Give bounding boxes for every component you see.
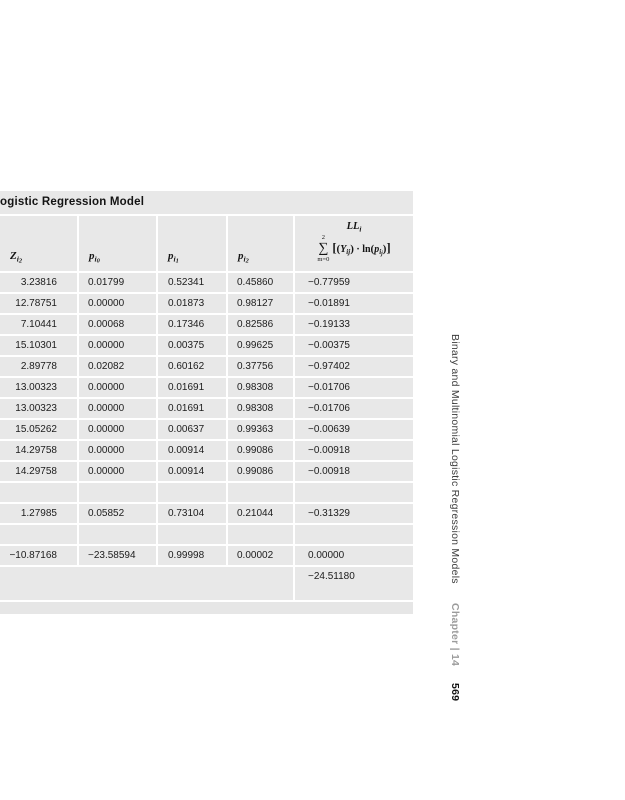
table-cell: 0.05852 bbox=[79, 504, 156, 523]
table-cell: 0.00068 bbox=[79, 315, 156, 334]
table-row bbox=[0, 336, 413, 355]
table-cell bbox=[158, 525, 226, 544]
table-row bbox=[0, 273, 413, 292]
table-row bbox=[0, 420, 413, 439]
table-cell: 0.82586 bbox=[228, 315, 293, 334]
table-cell: 14.29758 bbox=[0, 441, 77, 460]
table-cell: 0.99086 bbox=[228, 441, 293, 460]
total-log-likelihood-cell: −24.51180 bbox=[295, 567, 413, 600]
column-header-p0: $p_{i0}$ bbox=[79, 216, 156, 271]
table-cell: 0.00000 bbox=[79, 420, 156, 439]
table-cell: −0.77959 bbox=[295, 273, 413, 292]
table-header-row bbox=[0, 216, 413, 271]
column-header-ll bbox=[295, 216, 413, 271]
table-cell: −0.01891 bbox=[295, 294, 413, 313]
table-cell: 0.00000 bbox=[295, 546, 413, 565]
table-cell: −0.01706 bbox=[295, 399, 413, 418]
table-cell bbox=[295, 483, 413, 502]
table-cell: 0.01691 bbox=[158, 378, 226, 397]
table-rows bbox=[0, 273, 413, 614]
table-row bbox=[0, 546, 413, 565]
table-cell: −0.00639 bbox=[295, 420, 413, 439]
table-row bbox=[0, 462, 413, 481]
table-cell: 0.00000 bbox=[79, 294, 156, 313]
table-cell: −0.19133 bbox=[295, 315, 413, 334]
merged-empty-cell bbox=[0, 567, 293, 600]
table-cell: −0.31329 bbox=[295, 504, 413, 523]
table-cell: 15.10301 bbox=[0, 336, 77, 355]
table-cell: 0.99086 bbox=[228, 462, 293, 481]
table-row bbox=[0, 357, 413, 376]
table-spacer-row bbox=[0, 525, 413, 544]
table-cell: −0.97402 bbox=[295, 357, 413, 376]
summation-icon: ∑ bbox=[318, 241, 329, 257]
table-cell: 0.00914 bbox=[158, 462, 226, 481]
column-header-p2: $p_{i2}$ bbox=[228, 216, 293, 271]
table-cell: 0.00002 bbox=[228, 546, 293, 565]
table-cell bbox=[295, 525, 413, 544]
running-head-chapter: Chapter | 14 bbox=[449, 602, 461, 667]
table-row bbox=[0, 294, 413, 313]
table-cell: 0.00637 bbox=[158, 420, 226, 439]
table-spacer-row bbox=[0, 483, 413, 502]
table-cell: 0.73104 bbox=[158, 504, 226, 523]
table-cell bbox=[228, 525, 293, 544]
table-row bbox=[0, 399, 413, 418]
table-cell: 0.37756 bbox=[228, 357, 293, 376]
table-cell: 12.78751 bbox=[0, 294, 77, 313]
table-cell: 13.00323 bbox=[0, 378, 77, 397]
table-bottom-strip bbox=[0, 602, 413, 614]
table-cell: 0.98308 bbox=[228, 399, 293, 418]
table-cell: −0.01706 bbox=[295, 378, 413, 397]
page-number: 569 bbox=[449, 683, 461, 702]
table-cell: −0.00918 bbox=[295, 441, 413, 460]
table-cell: −23.58594 bbox=[79, 546, 156, 565]
ll-label: $LL_i$ bbox=[346, 221, 362, 234]
table-cell: 1.27985 bbox=[0, 504, 77, 523]
table-cell bbox=[158, 483, 226, 502]
table-total-row bbox=[0, 567, 413, 600]
table-cell: 3.23816 bbox=[0, 273, 77, 292]
table-cell bbox=[0, 483, 77, 502]
table-cell: 0.00375 bbox=[158, 336, 226, 355]
table-cell: 0.99625 bbox=[228, 336, 293, 355]
table-cell: 0.00000 bbox=[79, 441, 156, 460]
table-cell: 0.99363 bbox=[228, 420, 293, 439]
table-title: ogistic Regression Model bbox=[0, 191, 413, 214]
table-cell: 0.01873 bbox=[158, 294, 226, 313]
table-cell: 0.00000 bbox=[79, 399, 156, 418]
table-cell: −0.00375 bbox=[295, 336, 413, 355]
table-cell bbox=[0, 525, 77, 544]
table-cell: 14.29758 bbox=[0, 462, 77, 481]
table-row bbox=[0, 315, 413, 334]
table-cell: 0.60162 bbox=[158, 357, 226, 376]
table-row bbox=[0, 378, 413, 397]
log-likelihood-formula: 2 ∑ m=0 $[(Y_{ij}) \cdot \ln(p_{ij})]$ bbox=[317, 234, 391, 264]
vertical-running-head bbox=[449, 334, 461, 734]
table-cell: 7.10441 bbox=[0, 315, 77, 334]
table-cell: 0.00000 bbox=[79, 336, 156, 355]
table-cell: 13.00323 bbox=[0, 399, 77, 418]
table-cell bbox=[79, 525, 156, 544]
table-cell: 0.99998 bbox=[158, 546, 226, 565]
column-header-p1: $p_{i1}$ bbox=[158, 216, 226, 271]
table-cell: 0.17346 bbox=[158, 315, 226, 334]
table-cell: 0.45860 bbox=[228, 273, 293, 292]
table-cell: 0.21044 bbox=[228, 504, 293, 523]
table-row bbox=[0, 441, 413, 460]
table-cell: −10.87168 bbox=[0, 546, 77, 565]
table-cell: 0.00000 bbox=[79, 378, 156, 397]
column-header-z: $Z_{i2}$ bbox=[0, 216, 77, 271]
table-cell: 0.01799 bbox=[79, 273, 156, 292]
table-row bbox=[0, 504, 413, 523]
table-cell: 15.05262 bbox=[0, 420, 77, 439]
running-head-title: Binary and Multinomial Logistic Regression Models bbox=[449, 334, 461, 584]
table-cell: 0.00000 bbox=[79, 462, 156, 481]
table-cell: 0.02082 bbox=[79, 357, 156, 376]
table-cell bbox=[79, 483, 156, 502]
table-cell: 0.00914 bbox=[158, 441, 226, 460]
table-cell: 0.98308 bbox=[228, 378, 293, 397]
regression-table bbox=[0, 191, 413, 614]
table-cell bbox=[228, 483, 293, 502]
table-cell: 0.98127 bbox=[228, 294, 293, 313]
table-cell: 0.52341 bbox=[158, 273, 226, 292]
table-cell: −0.00918 bbox=[295, 462, 413, 481]
table-cell: 0.01691 bbox=[158, 399, 226, 418]
table-cell: 2.89778 bbox=[0, 357, 77, 376]
